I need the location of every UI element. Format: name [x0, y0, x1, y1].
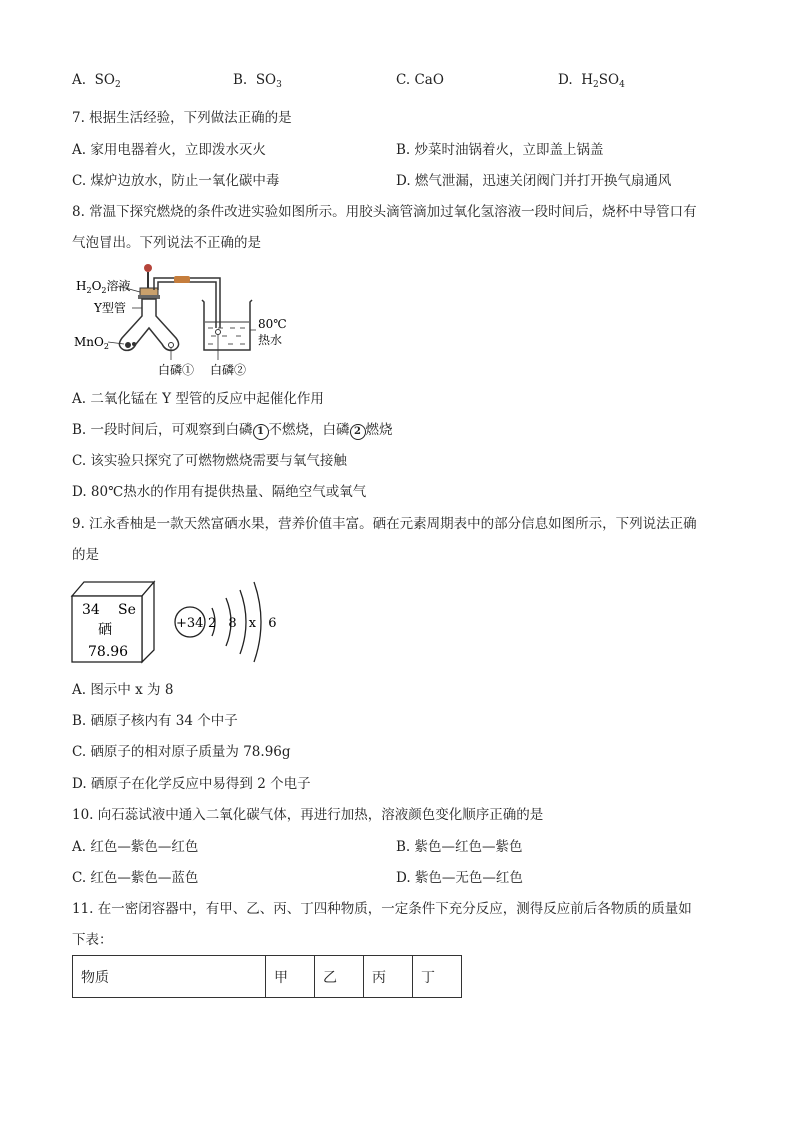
q10-option-a: A. 红色—紫色—红色: [72, 839, 199, 855]
q6-option-a: A. $SO_2$: [72, 72, 121, 90]
q8-option-a: A. 二氧化锰在 Y 型管的反应中起催化作用: [72, 391, 324, 407]
element-name: 硒: [98, 622, 112, 638]
q7-option-c: C. 煤炉边放水，防止一氧化碳中毒: [72, 173, 280, 189]
q6-option-b: B. $SO_3$: [233, 72, 282, 90]
table-header-substance: 物质: [73, 956, 266, 998]
q8-stem-line1: 8. 常温下探究燃烧的条件改进实验如图所示。用胶头滴管滴加过氧化氢溶液一段时间后，烧杯中导管口有: [72, 204, 697, 220]
circled-1: 1: [253, 424, 269, 440]
q8-option-c: C. 该实验只探究了可燃物燃烧需要与氧气接触: [72, 453, 347, 469]
q9-option-c: C. 硒原子的相对原子质量为 78.96g: [72, 744, 291, 760]
table-header-ding: 丁: [413, 956, 462, 998]
table-header-bing: 丙: [364, 956, 413, 998]
q8-option-b: B. 一段时间后，可观察到白磷 1 不燃烧，白磷 2 燃烧: [72, 422, 393, 438]
label-mno2: MnO$_2$: [74, 335, 109, 351]
beaker: [202, 300, 252, 350]
rubber-joint: [174, 276, 190, 283]
q9-element-figure: [70, 576, 281, 666]
shell-electrons: 2 8 x 6: [208, 616, 281, 631]
element-symbol: Se: [118, 602, 136, 618]
q8-stem-line2: 气泡冒出。下列说法不正确的是: [72, 235, 261, 251]
q10-stem: 10. 向石蕊试液中通入二氧化碳气体，再进行加热，溶液颜色变化顺序正确的是: [72, 807, 544, 823]
table-row: [73, 956, 462, 998]
table-header-yi: 乙: [315, 956, 364, 998]
q11-mass-table: [72, 955, 462, 998]
atomic-mass: 78.96: [88, 644, 129, 660]
label-phosphorus-2: 白磷②: [210, 363, 247, 377]
q7-option-a: A. 家用电器着火，立即泼水灭火: [72, 142, 266, 158]
dropper-bulb: [144, 264, 152, 272]
q7-option-d: D. 燃气泄漏，迅速关闭阀门并打开换气扇通风: [396, 173, 672, 189]
q8-option-d: D. 80℃热水的作用有提供热量、隔绝空气或氧气: [72, 484, 367, 500]
q6-option-d: D. $H_2SO_4$: [558, 72, 625, 90]
label-phosphorus-1: 白磷①: [158, 363, 195, 377]
q10-option-b: B. 紫色—红色—紫色: [396, 839, 523, 855]
q6-option-c: C. CaO: [396, 72, 444, 88]
q7-stem: 7. 根据生活经验，下列做法正确的是: [72, 110, 292, 126]
q10-option-c: C. 红色—紫色—蓝色: [72, 870, 199, 886]
atomic-number: 34: [82, 602, 100, 618]
label-ytube: Y型管: [94, 301, 126, 315]
circled-2: 2: [350, 424, 366, 440]
table-header-jia: 甲: [266, 956, 315, 998]
q8-apparatus-figure: [70, 258, 310, 383]
label-temp: 80℃: [258, 317, 287, 331]
q11-stem-line1: 11. 在一密闭容器中，有甲、乙、丙、丁四种物质，一定条件下充分反应，测得反应前后各物质的质量如: [72, 901, 692, 917]
stopper: [140, 288, 158, 296]
label-h2o2: $H_2O_2$溶液: [76, 279, 131, 295]
q9-option-b: B. 硒原子核内有 34 个中子: [72, 713, 238, 729]
q11-stem-line2: 下表：: [72, 932, 113, 948]
q9-stem-line2: 的是: [72, 547, 99, 563]
q9-stem-line1: 9. 江永香柚是一款天然富硒水果，营养价值丰富。硒在元素周期表中的部分信息如图所示，下列说法正确: [72, 516, 697, 532]
q9-option-d: D. 硒原子在化学反应中易得到 2 个电子: [72, 776, 311, 792]
q9-option-a: A. 图示中 x 为 8: [72, 682, 174, 698]
q7-option-b: B. 炒菜时油锅着火，立即盖上锅盖: [396, 142, 604, 158]
q10-option-d: D. 紫色—无色—红色: [396, 870, 523, 886]
nucleus-charge: +34: [176, 616, 204, 631]
label-hot-water: 热水: [258, 333, 283, 347]
